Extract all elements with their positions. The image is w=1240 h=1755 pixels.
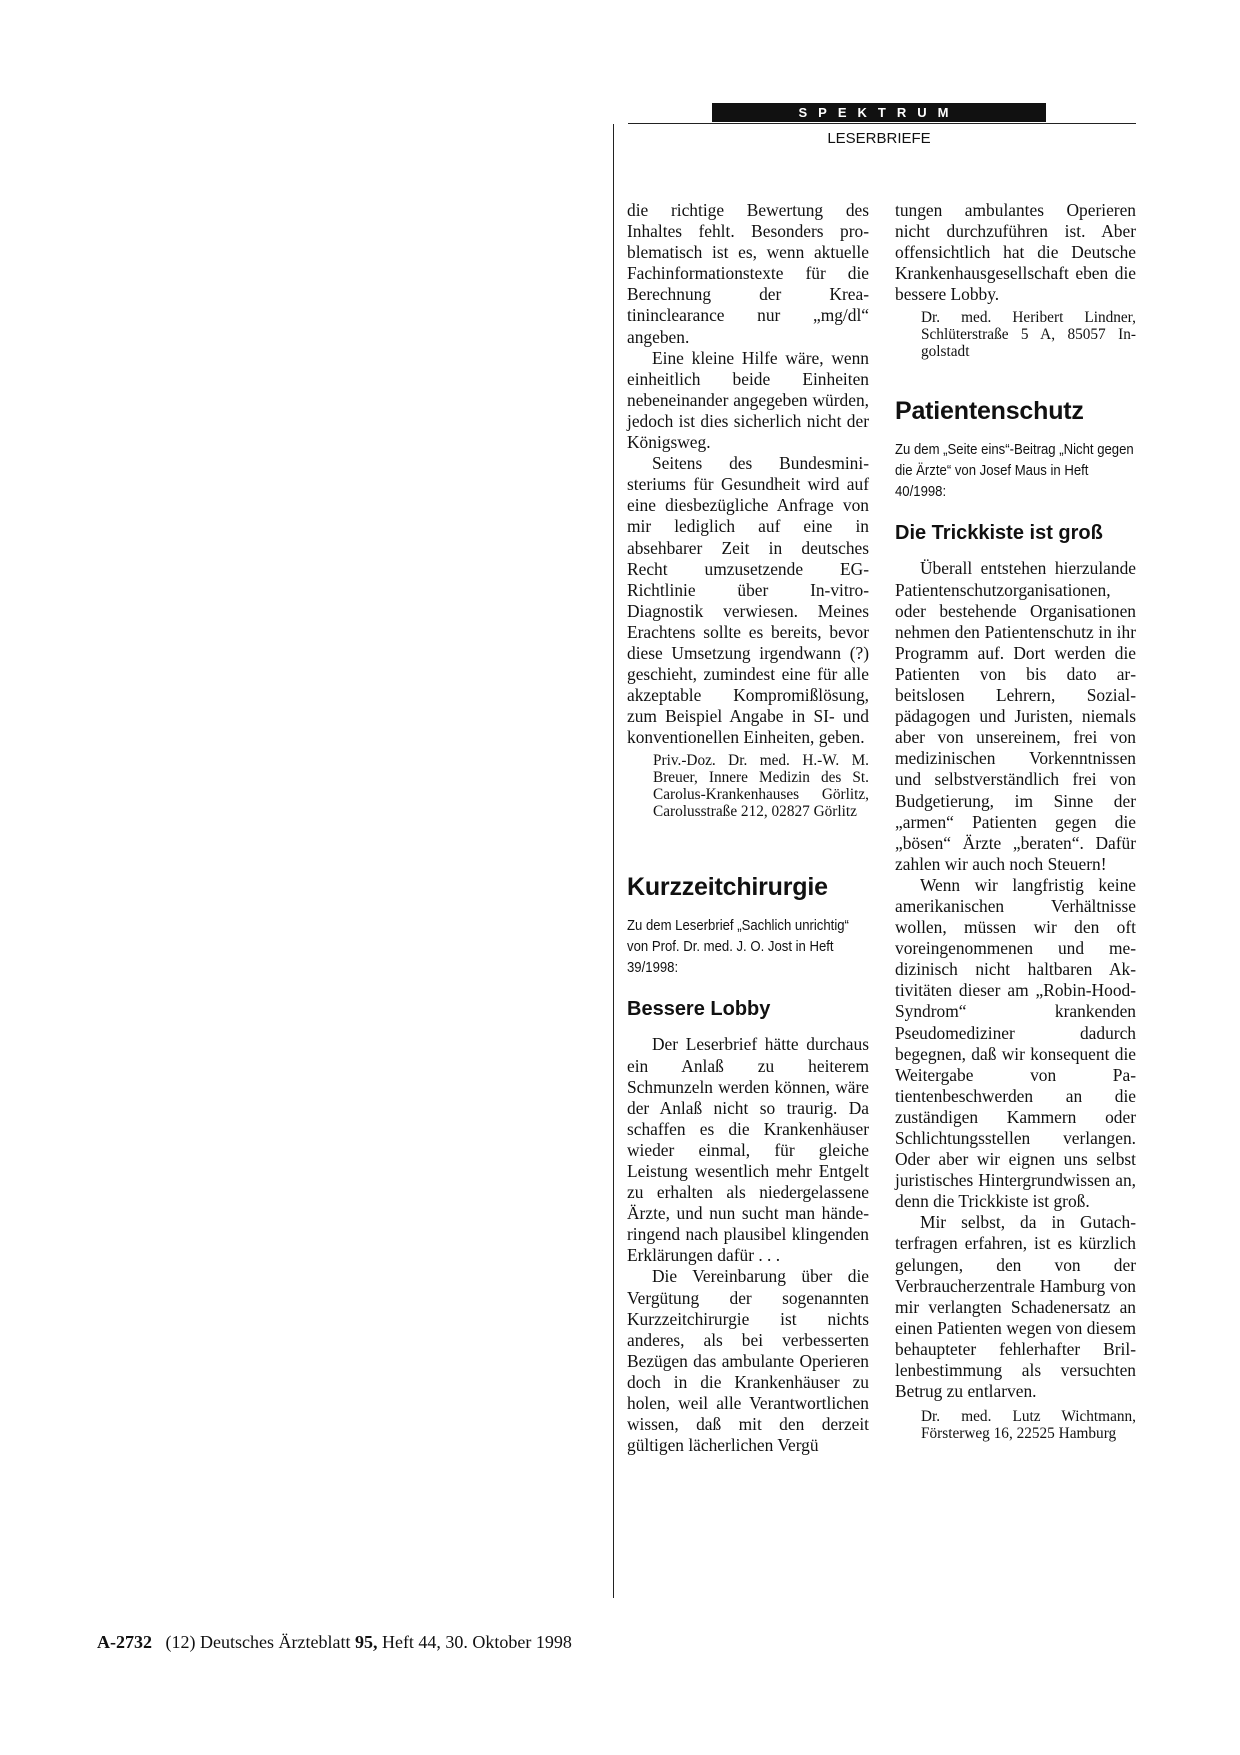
letter-paragraph: Mir selbst, da in Gutachterfragen erfahren, ist es kürzlich gelungen, den von der Verbraucherzentrale Hamburg von mir verlangten Schadenersatz an einen Patienten wegen von diesem behaupteter fehlerhafter Brillenbestimmung als versuchten Betrug zu entlarven. <box>895 1212 1136 1402</box>
issue-info: Heft 44, 30. Oktober 1998 <box>381 1632 572 1652</box>
author-signature: Dr. med. Heribert Lindner, Schlüterstraße 5 A, 85057 Ingolstadt <box>921 309 1136 361</box>
letter-paragraph: Der Leserbrief hätte durchaus ein Anlaß zu heiterem Schmunzeln werden können, wäre der Anlaß nicht so traurig. Da schaffen es die Krankenhäuser wieder einmal, für gleiche Leistung wesentlich mehr Entgelt zu erhalten als niedergelassene Ärzte, und nun sucht man händeringend nach plausibel klingenden Erklärungen dafür . . . <box>627 1034 869 1266</box>
journal-volume: 95, <box>354 1632 378 1652</box>
section-heading: Kurzzeitchirurgie <box>627 873 828 902</box>
page-number: A-2732 <box>97 1632 152 1652</box>
section-intro: Zu dem „Seite eins“-Beitrag „Nicht gegen die Ärzte“ von Josef Maus in Heft 40/1998: <box>895 442 1134 501</box>
letter-title: Bessere Lobby <box>627 998 771 1021</box>
column-left <box>627 200 869 1456</box>
section-heading: Patientenschutz <box>895 397 1084 426</box>
section-banner: SPEKTRUM <box>712 103 1046 122</box>
page-footer <box>97 1631 572 1653</box>
letter-paragraph: Eine kleine Hilfe wäre, wenn einheitlich beide Einheiten nebeneinander angegeben würden, jedoch ist dies sicherlich nicht der Königsweg. <box>627 347 869 453</box>
column-right <box>895 200 1136 1442</box>
letter-title: Die Trickkiste ist groß <box>895 522 1103 545</box>
author-signature: Dr. med. Lutz Wichtmann, Försterweg 16, 22525 Hamburg <box>921 1408 1136 1443</box>
letter-paragraph: Die Vereinbarung über die Vergütung der sogenannten Kurzzeitchirurgie ist nichts anderes, als bei verbesserten Bezügen das ambulante Operieren doch in die Krankenhäuser zu holen, weil alle Verantwortlichen wissen, daß mit den derzeit gültigen lächerlichen Vergü <box>627 1266 869 1456</box>
page-sequence: (12) <box>165 1632 196 1652</box>
letter-paragraph: Überall entstehen hierzulande Patientenschutzorganisationen, oder bestehende Organisationen nehmen den Patientenschutz in ihr Programm auf. Dort werden die Patienten von bis dato arbeitslosen Lehrern, Sozialpädagogen und Juristen, niemals aber von unsereinem, frei von medizinischen Vorkenntnissen und selbstverständlich frei von Budgetierung, im Sinne der „armen“ Patienten gegen die „bösen“ Ärzte „beraten“. Dafür zahlen wir auch noch Steuern! <box>895 558 1136 874</box>
letter-paragraph: die richtige Bewertung des Inhaltes fehlt. Besonders problematisch ist es, wenn aktuelle Fachinformationstexte für die Berechnung der Kreatininclearance nur „mg/dl“ angeben. <box>627 200 869 347</box>
letter-paragraph: tungen ambulantes Operieren nicht durchzuführen ist. Aber offensichtlich hat die Deutsche Krankenhausgesellschaft eben die bessere Lobby. <box>895 200 1136 305</box>
header-rule <box>628 123 1136 124</box>
author-signature: Priv.-Doz. Dr. med. H.-W. M. Breuer, Innere Medizin des St. Carolus-Krankenhauses Görlitz, Carolusstraße 212, 02827 Görlitz <box>653 752 869 821</box>
letter-paragraph: Wenn wir langfristig keine amerikanischen Verhältnisse wollen, müssen wir den oft voreingenommenen und medizinisch nicht haltbaren Aktivitäten dieser am „Robin-Hood-Syndrom“ krankenden Pseudomediziner dadurch begegnen, daß wir konsequent die Weitergabe von Patientenbeschwerden an die zuständigen Kammern oder Schlichtungsstellen verlangen. Oder aber wir eignen uns selbst juristisches Hintergrundwissen an, denn die Trickkiste ist groß. <box>895 874 1136 1212</box>
letter-paragraph: Seitens des Bundesministeriums für Gesundheit wird auf eine diesbezügliche Anfrage von mir lediglich auf eine in absehbarer Zeit in deutsches Recht umzusetzende EG-Richtlinie über In-vitro-Diagnostik verwiesen. Meines Erachtens sollte es bereits, bevor diese Umsetzung irgendwann (?) geschieht, zumindest eine für alle akzeptable Kompromißlösung, zum Beispiel Angabe in SI- und konventionellen Einheiten, geben. <box>627 453 869 748</box>
section-intro: Zu dem Leserbrief „Sachlich unrichtig“ von Prof. Dr. med. J. O. Jost in Heft 39/1998: <box>627 918 849 977</box>
column-divider <box>613 124 614 1598</box>
subsection-label: LESERBRIEFE <box>827 130 931 147</box>
journal-name: Deutsches Ärzteblatt <box>200 1632 351 1652</box>
